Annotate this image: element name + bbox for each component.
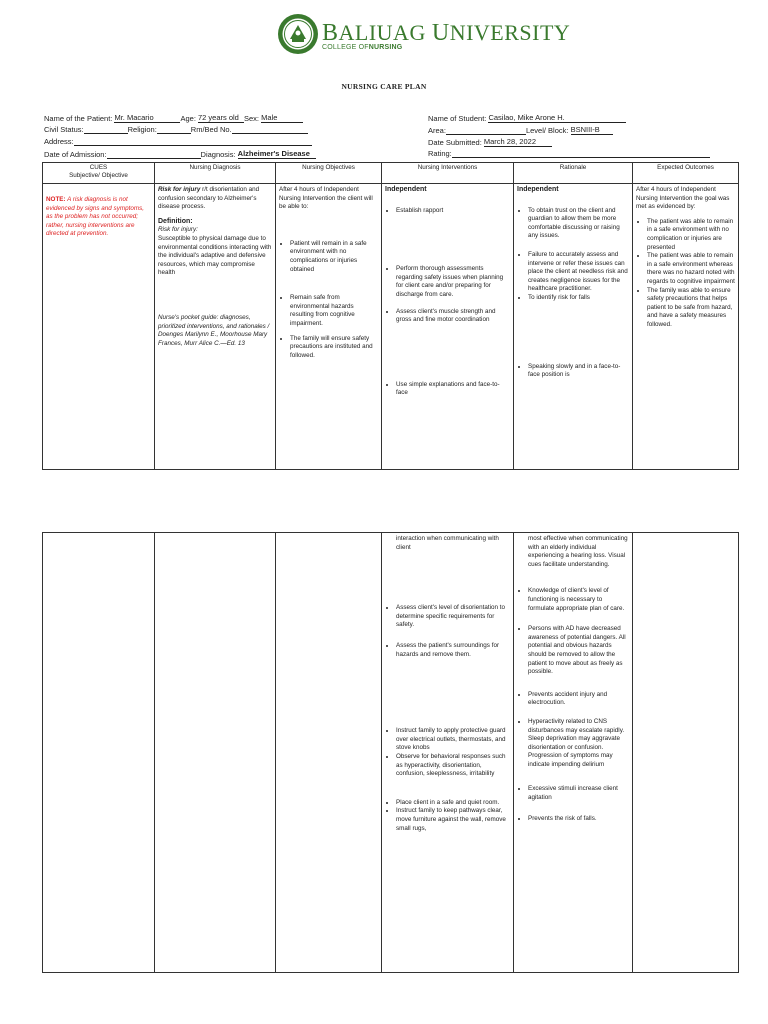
patient-name-row: Name of the Patient: Mr. Macario Age: 72 years old Sex: Male (44, 113, 303, 123)
intervention-item: • Assess client's muscle strength and gross and fine motor coordination (396, 308, 510, 325)
objective-item: • Patient will remain in a safe environment with no complications or injuries obtained (290, 240, 378, 274)
intervention-item: • Assess the patient's surroundings for hazards and remove them. (396, 642, 510, 659)
interventions-cell: Independent • Establish rapport • Perform thorough assessments regarding safety issues when planning for client care and/or preparing for discharge from care. • Assess client's muscle strength and gross and fine motor coordination • Use simple explanations and face-to-face (382, 184, 514, 470)
rating-row: Rating: (428, 149, 710, 158)
civil-status-row: Civil Status: Religion: Rm/Bed No. (44, 125, 308, 134)
patient-name-value: Mr. Macario (114, 113, 180, 123)
care-plan-table-page2 (42, 532, 739, 973)
col-header-outcomes: Expected Outcomes (633, 163, 739, 184)
outcomes-cell: After 4 hours of Independent Nursing Intervention the goal was met as evidenced by: • The patient was able to remain in a safe environment with no complication or injuries are presented • The patient was able to remain in a safe environment whereas there was no hazard noted with regards to cognitive impairment • The family was able to ensure safety precautions that helps patient to be safe from hazard, and have a safety measures followed. (633, 184, 739, 470)
intervention-item: • Use simple explanations and face-to-face (396, 381, 510, 398)
rationale-item: • Prevents the risk of falls. (528, 815, 629, 824)
intervention-item: • Instruct family to apply protective guard over electrical outlets, thermostats, and stove knobs (396, 727, 510, 753)
rationale-item: • Speaking slowly and in a face-to-face position is (528, 363, 629, 380)
objectives-cell-cont (276, 533, 382, 973)
diagnosis-cell: Risk for injury r/t disorientation and confusion secondary to Alzheimer's disease process. Definition: Risk for injury: Susceptible to physical damage due to environmental conditions interacting with the individual's adaptive and defensive resources, which may compromise health Nurse's pocket guide: diagnoses, prioritized interventions, and rationales / Doenges Marilynn E., Moorhouse Mary Frances, Murr Alice C.—Ed. 13 (155, 184, 276, 470)
care-plan-table-page1 (42, 162, 739, 470)
intervention-item: • Instruct family to keep pathways clear, move furniture against the wall, remove small rugs, (396, 807, 510, 833)
area-row: Area: Level/ Block: BSNIII-B (428, 125, 613, 135)
rationale-item: • Excessive stimuli increase client agitation (528, 785, 629, 802)
intervention-item: • Place client in a safe and quiet room. (396, 799, 510, 808)
rationale-item: • Knowledge of client's level of functioning is necessary to formulate appropriate plan of care. (528, 587, 629, 613)
intervention-item: • Perform thorough assessments regarding safety issues when planning for client care and/or preparing for discharge from care. (396, 265, 510, 299)
admission-row: Date of Admission: Diagnosis: Alzheimer's Disease (44, 149, 316, 159)
diagnosis-value: Alzheimer's Disease (238, 149, 316, 159)
document-title: NURSING CARE PLAN (341, 82, 427, 91)
interventions-cell-cont: interaction when communicating with client • Assess client's level of disorientation to determine specific requirements for safety. • Assess the patient's surroundings for hazards and remove them. • Instruct family to apply protective guard over electrical outlets, thermostats, and stove knobs • Observe for behavioral responses such as hyperactivity, disorientation, confusion, sleeplessness, irritability • Place client in a safe and quiet room. • Instruct family to keep pathways clear, move furniture against the wall, remove small rugs, (382, 533, 514, 973)
col-header-diagnosis: Nursing Diagnosis (155, 163, 276, 184)
rationale-item: • Failure to accurately assess and intervene or refer these issues can place the client at needless risk and creates negligence issues for the healthcare practitioner. (528, 251, 629, 294)
rationale-cell-cont: most effective when communicating with an elderly individual experiencing a hearing loss. Visual cues facilitate understanding. • Knowledge of client's level of functioning is necessary to formulate appropriate plan of care. • Persons with AD have decreased awareness of potential dangers. All potential and obvious hazards should be removed to allow the patient to move about as freely as possible. • Prevents accident injury and electrocution. • Hyperactivity related to CNS disturbances may escalate rapidly. Sleep deprivation may aggravate disorientation or confusion. Progression of symptoms may indicate impending delirium • Excessive stimuli increase client agitation • Prevents the risk of falls. (514, 533, 633, 973)
intervention-item: • Assess client's level of disorientation to determine specific requirements for safety. (396, 604, 510, 630)
student-name-value: Casilao, Mike Arone H. (488, 113, 626, 123)
university-name: BALIUAG UNIVERSITY (322, 20, 571, 46)
cues-cell-cont (43, 533, 155, 973)
college-name: COLLEGE OFNURSING (322, 44, 403, 51)
university-seal-logo (277, 13, 319, 55)
outcome-item: • The patient was able to remain in a safe environment with no complication or injuries are presented (647, 218, 735, 252)
rationale-item: • Persons with AD have decreased awareness of potential dangers. All potential and obvious hazards should be removed to allow the patient to move about as freely as possible. (528, 625, 629, 677)
outcome-item: • The family was able to ensure safety precautions that helps patient to be safe from hazard, and have a safety measures followed. (647, 287, 735, 330)
patient-age-value: 72 years old (198, 113, 244, 123)
rationale-item: • Hyperactivity related to CNS disturbances may escalate rapidly. Sleep deprivation may aggravate disorientation or confusion. Progression of symptoms may indicate impending delirium (528, 718, 629, 770)
intervention-item: • Observe for behavioral responses such as hyperactivity, disorientation, confusion, sleeplessness, irritability (396, 753, 510, 779)
cues-cell: NOTE: A risk diagnosis is not evidenced by signs and symptoms, as the problem has not occurred; rather, nursing interventions are directed at prevention. (43, 184, 155, 470)
rationale-item: • To obtain trust on the client and guardian to allow them be more comfortable discussing or raising any issues. (528, 207, 629, 241)
date-submitted-row: Date Submitted: March 28, 2022 (428, 137, 552, 147)
intervention-item: • Establish rapport (396, 207, 510, 216)
date-submitted-value: March 28, 2022 (484, 137, 552, 147)
objective-item: • The family will ensure safety precautions are instituted and followed. (290, 335, 378, 361)
col-header-rationale: Rationale (514, 163, 633, 184)
rationale-cell: Independent • To obtain trust on the client and guardian to allow them be more comfortable discussing or raising any issues. • Failure to accurately assess and intervene or refer these issues can place the client at needless risk and creates negligence issues for the healthcare practitioner. • To identify risk for falls • Speaking slowly and in a face-to-face position is (514, 184, 633, 470)
outcome-item: • The patient was able to remain in a safe environment whereas there was no hazard noted with regards to cognitive impairment (647, 252, 735, 286)
outcomes-cell-cont (633, 533, 739, 973)
objectives-cell: After 4 hours of Independent Nursing Intervention the client will be able to: • Patient will remain in a safe environment with no complications or injuries obtained • Remain safe from environmental hazards resulting from cognitive impairment. • The family will ensure safety precautions are instituted and followed. (276, 184, 382, 470)
rationale-item: • Prevents accident injury and electrocution. (528, 691, 629, 708)
col-header-interventions: Nursing Interventions (382, 163, 514, 184)
diagnosis-cell-cont (155, 533, 276, 973)
level-value: BSNIII-B (571, 125, 613, 135)
patient-sex-value: Male (261, 113, 303, 123)
col-header-cues: CUES Subjective/ Objective (43, 163, 155, 184)
address-row: Address: (44, 137, 312, 146)
col-header-objectives: Nursing Objectives (276, 163, 382, 184)
rationale-item: • To identify risk for falls (528, 294, 629, 303)
objective-item: • Remain safe from environmental hazards resulting from cognitive impairment. (290, 294, 378, 328)
student-name-row: Name of Student: Casilao, Mike Arone H. (428, 113, 626, 123)
